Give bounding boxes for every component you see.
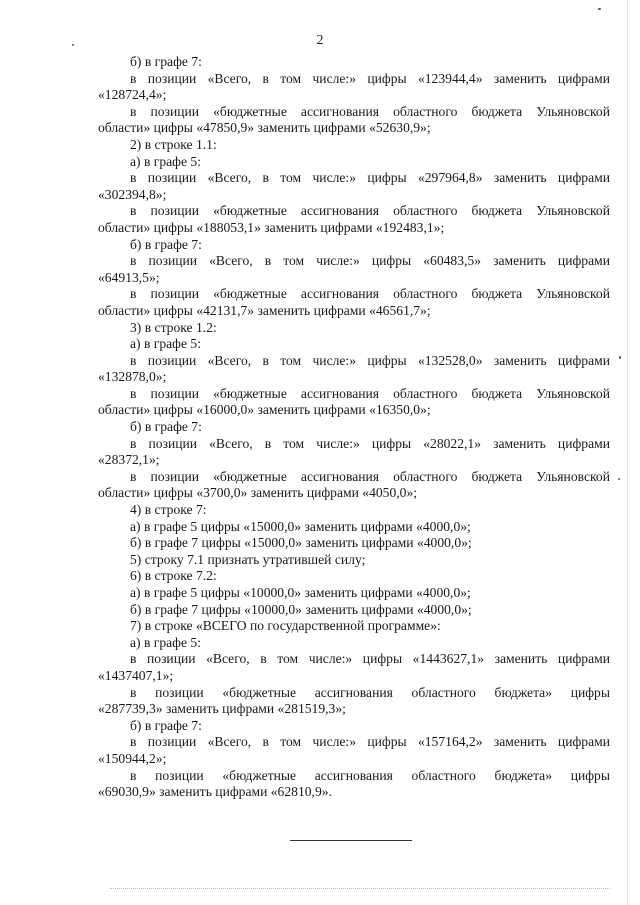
text-line: 5) строку 7.1 признать утратившей силу;	[130, 551, 366, 567]
text-line: «287739,3» заменить цифрами «281519,3»;	[98, 701, 346, 717]
text-line: «132878,0»;	[98, 369, 167, 385]
page-number: 2	[316, 33, 324, 48]
text-line: «302394,8»;	[98, 186, 167, 202]
text-line: области» цифры «3700,0» заменить цифрами «4050,0»;	[98, 485, 418, 501]
text-line: в позиции «Всего, в том числе:» цифры «28022,1» заменить цифрами	[130, 435, 610, 451]
text-line: в позиции «бюджетные ассигнования областного бюджета Ульяновской	[130, 385, 610, 401]
scan-bottom-noise	[110, 888, 610, 890]
scan-speck	[72, 44, 74, 46]
text-line: а) в графе 5:	[130, 634, 201, 650]
text-line: б) в графе 7:	[130, 54, 202, 69]
text-line: области» цифры «42131,7» заменить цифрами «46561,7»;	[98, 302, 431, 318]
text-line: 3) в строке 1.2:	[130, 319, 217, 335]
text-line: 2) в строке 1.1:	[130, 136, 217, 152]
text-line: в позиции «бюджетные ассигнования областного бюджета» цифры	[130, 684, 610, 700]
text-line: в позиции «Всего, в том числе:» цифры «297964,8» заменить цифрами	[130, 170, 610, 186]
text-line: в позиции «Всего, в том числе:» цифры «60483,5» заменить цифрами	[130, 253, 610, 269]
text-line: в позиции «бюджетные ассигнования областного бюджета Ульяновской	[130, 286, 610, 302]
scan-speck	[618, 478, 620, 480]
text-line: б) в графе 7 цифры «15000,0» заменить цифрами «4000,0»;	[130, 535, 472, 551]
text-line: «150944,2»;	[98, 750, 167, 766]
text-line: в позиции «бюджетные ассигнования областного бюджета Ульяновской	[130, 103, 610, 119]
closing-divider	[290, 840, 412, 841]
text-line: в позиции «Всего, в том числе:» цифры «132528,0» заменить цифрами	[130, 352, 610, 368]
text-line: а) в графе 5:	[130, 336, 201, 352]
scan-edge-line	[627, 0, 628, 905]
text-line: «1437407,1»;	[98, 667, 174, 683]
text-line: в позиции «бюджетные ассигнования областного бюджета» цифры	[130, 767, 610, 783]
text-line: б) в графе 7:	[130, 236, 202, 252]
text-line: б) в графе 7:	[130, 419, 202, 435]
text-line: в позиции «Всего, в том числе:» цифры «1443627,1» заменить цифрами	[130, 651, 610, 667]
text-line: «64913,5»;	[98, 269, 160, 285]
text-line: б) в графе 7 цифры «10000,0» заменить цифрами «4000,0»;	[130, 601, 472, 617]
scan-speck	[598, 8, 601, 10]
scan-speck	[619, 356, 621, 359]
text-line: в позиции «бюджетные ассигнования областного бюджета Ульяновской	[130, 203, 610, 219]
text-line: 4) в строке 7:	[130, 502, 207, 518]
text-line: области» цифры «188053,1» заменить цифрами «192483,1»;	[98, 219, 445, 235]
text-line: «28372,1»;	[98, 452, 160, 468]
text-line: «128724,4»;	[98, 87, 167, 103]
text-line: в позиции «Всего, в том числе:» цифры «157164,2» заменить цифрами	[130, 734, 610, 750]
text-line: области» цифры «16000,0» заменить цифрами «16350,0»;	[98, 402, 431, 418]
text-line: 7) в строке «ВСЕГО по государственной программе»:	[130, 618, 441, 634]
text-line: б) в графе 7:	[130, 717, 202, 733]
text-line: в позиции «Всего, в том числе:» цифры «123944,4» заменить цифрами	[130, 70, 610, 86]
text-line: а) в графе 5 цифры «10000,0» заменить цифрами «4000,0»;	[130, 585, 471, 600]
text-line: «69030,9» заменить цифрами «62810,9».	[98, 784, 332, 800]
text-line: области» цифры «47850,9» заменить цифрами «52630,9»;	[98, 120, 431, 136]
text-line: в позиции «бюджетные ассигнования областного бюджета Ульяновской	[130, 468, 610, 484]
text-line: а) в графе 5:	[130, 153, 201, 169]
text-line: 6) в строке 7.2:	[130, 568, 217, 584]
document-body	[98, 54, 610, 801]
text-line: а) в графе 5 цифры «15000,0» заменить цифрами «4000,0»;	[130, 518, 471, 534]
